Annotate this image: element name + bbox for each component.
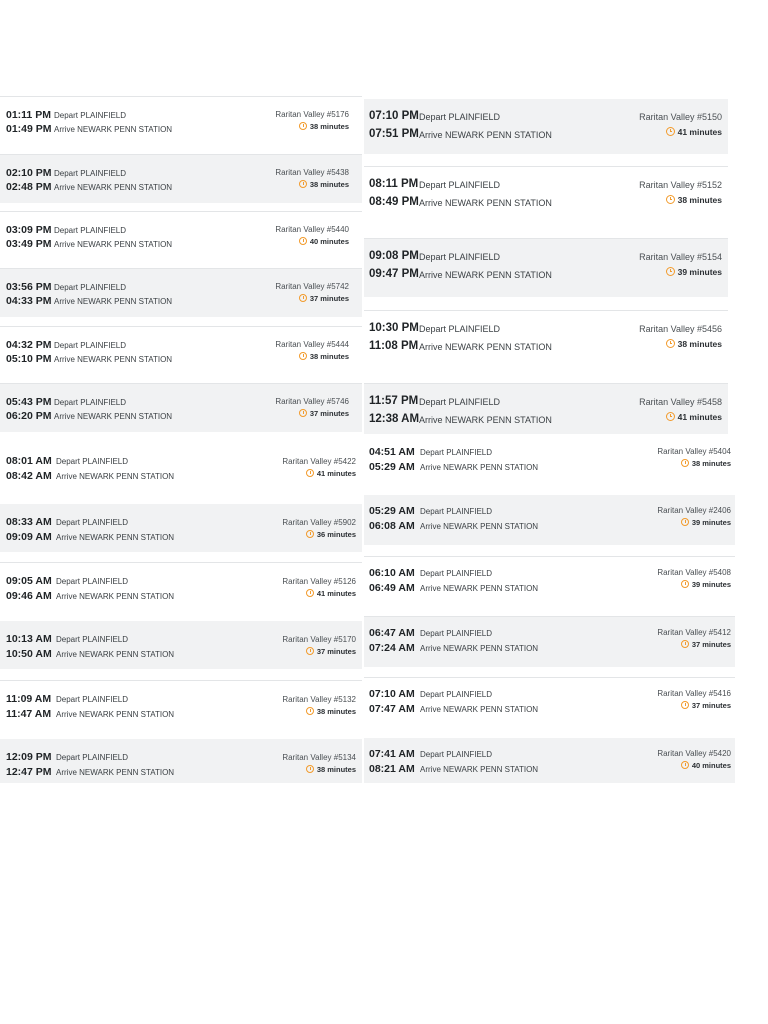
trip-row[interactable] — [0, 504, 362, 552]
train-number: Raritan Valley #5456 — [639, 324, 722, 334]
trip-duration — [299, 237, 349, 246]
clock-icon — [306, 765, 314, 773]
duration-value: 38 minutes — [316, 765, 356, 774]
trip-row[interactable] — [364, 616, 735, 667]
depart-time: 04:32 PM — [6, 339, 52, 351]
arrive-station-label: Arrive NEWARK PENN STATION — [420, 644, 539, 653]
trip-row[interactable] — [0, 443, 362, 493]
arrive-time: 12:38 AM — [369, 413, 420, 425]
train-number: Raritan Valley #5126 — [282, 577, 356, 586]
arrive-station-label: Arrive NEWARK PENN STATION — [56, 472, 175, 481]
arrive-station-label: Arrive NEWARK PENN STATION — [54, 355, 173, 364]
depart-station-label: Depart PLAINFIELD — [420, 629, 493, 638]
clock-icon — [306, 469, 314, 477]
arrive-station-label: Arrive NEWARK PENN STATION — [420, 522, 539, 531]
arrive-station-label: Arrive NEWARK PENN STATION — [56, 710, 175, 719]
trip-row[interactable] — [364, 677, 735, 728]
depart-time: 10:13 AM — [6, 633, 52, 645]
train-number: Raritan Valley #5444 — [275, 340, 349, 349]
schedule-block — [0, 96, 362, 432]
depart-station-label: Depart PLAINFIELD — [56, 695, 129, 704]
trip-row[interactable] — [0, 268, 362, 317]
trip-row[interactable] — [364, 238, 728, 297]
arrive-time: 10:50 AM — [6, 648, 52, 660]
depart-time: 04:51 AM — [369, 446, 415, 458]
clock-icon — [681, 701, 689, 709]
train-number: Raritan Valley #5422 — [282, 457, 356, 466]
trip-duration — [666, 195, 722, 205]
arrive-time: 08:49 PM — [369, 196, 419, 208]
depart-station-label: Depart PLAINFIELD — [420, 507, 493, 516]
arrive-station-label: Arrive NEWARK PENN STATION — [54, 412, 173, 421]
clock-icon — [299, 237, 307, 245]
duration-value: 41 minutes — [677, 412, 722, 422]
depart-station-label: Depart PLAINFIELD — [420, 448, 493, 457]
trip-row[interactable] — [0, 680, 362, 729]
depart-time: 08:11 PM — [369, 178, 419, 190]
duration-value: 40 minutes — [691, 761, 731, 770]
arrive-time: 07:24 AM — [369, 642, 415, 654]
arrive-station-label: Arrive NEWARK PENN STATION — [56, 533, 175, 542]
train-number: Raritan Valley #5438 — [275, 168, 349, 177]
arrive-station-label: Arrive NEWARK PENN STATION — [56, 592, 175, 601]
clock-icon — [666, 412, 675, 421]
trip-duration — [666, 127, 722, 137]
arrive-time: 09:47 PM — [369, 268, 419, 280]
trip-duration — [299, 122, 349, 131]
arrive-time: 11:47 AM — [6, 708, 52, 720]
trip-duration — [681, 640, 731, 649]
duration-value: 36 minutes — [316, 530, 356, 539]
train-number: Raritan Valley #2406 — [657, 506, 731, 515]
arrive-station-label: Arrive NEWARK PENN STATION — [419, 270, 552, 280]
arrive-time: 08:21 AM — [369, 763, 415, 775]
trip-row[interactable] — [0, 562, 362, 611]
depart-time: 05:43 PM — [6, 396, 52, 408]
trip-row[interactable] — [364, 383, 728, 434]
train-number: Raritan Valley #5440 — [275, 225, 349, 234]
depart-time: 08:33 AM — [6, 516, 52, 528]
trip-duration — [666, 267, 722, 277]
depart-station-label: Depart PLAINFIELD — [54, 398, 127, 407]
trip-duration — [666, 339, 722, 349]
train-number: Raritan Valley #5746 — [275, 397, 349, 406]
clock-icon — [666, 267, 675, 276]
train-number: Raritan Valley #5420 — [657, 749, 731, 758]
arrive-station-label: Arrive NEWARK PENN STATION — [56, 768, 175, 777]
arrive-time: 08:42 AM — [6, 470, 52, 482]
arrive-time: 11:08 PM — [369, 340, 419, 352]
trip-duration — [306, 530, 356, 539]
trip-row[interactable] — [0, 739, 362, 783]
train-number: Raritan Valley #5152 — [639, 180, 722, 190]
depart-station-label: Depart PLAINFIELD — [56, 457, 129, 466]
clock-icon — [299, 352, 307, 360]
clock-icon — [299, 180, 307, 188]
duration-value: 38 minutes — [677, 195, 722, 205]
depart-station-label: Depart PLAINFIELD — [419, 112, 501, 122]
depart-time: 07:10 AM — [369, 688, 415, 700]
trip-duration — [681, 580, 731, 589]
train-number: Raritan Valley #5404 — [657, 447, 731, 456]
depart-time: 09:08 PM — [369, 250, 419, 262]
depart-time: 03:09 PM — [6, 224, 52, 236]
depart-time: 06:47 AM — [369, 627, 415, 639]
arrive-station-label: Arrive NEWARK PENN STATION — [420, 765, 539, 774]
depart-time: 10:30 PM — [369, 322, 419, 334]
trip-row[interactable] — [0, 211, 362, 260]
duration-value: 38 minutes — [309, 352, 349, 361]
train-number: Raritan Valley #5150 — [639, 112, 722, 122]
depart-station-label: Depart PLAINFIELD — [54, 226, 127, 235]
trip-row[interactable] — [0, 326, 362, 375]
depart-time: 01:11 PM — [6, 109, 51, 121]
duration-value: 39 minutes — [691, 518, 731, 527]
depart-time: 03:56 PM — [6, 281, 52, 293]
depart-station-label: Depart PLAINFIELD — [419, 252, 501, 262]
arrive-station-label: Arrive NEWARK PENN STATION — [56, 650, 175, 659]
duration-value: 37 minutes — [691, 701, 731, 710]
clock-icon — [681, 640, 689, 648]
duration-value: 37 minutes — [309, 409, 349, 418]
depart-station-label: Depart PLAINFIELD — [56, 753, 129, 762]
arrive-station-label: Arrive NEWARK PENN STATION — [420, 463, 539, 472]
trip-duration — [306, 589, 356, 598]
clock-icon — [299, 122, 307, 130]
trip-duration — [299, 180, 349, 189]
duration-value: 39 minutes — [677, 267, 722, 277]
arrive-station-label: Arrive NEWARK PENN STATION — [54, 297, 173, 306]
arrive-station-label: Arrive NEWARK PENN STATION — [54, 240, 173, 249]
depart-time: 05:29 AM — [369, 505, 415, 517]
arrive-time: 09:09 AM — [6, 531, 52, 543]
clock-icon — [306, 647, 314, 655]
schedule-block — [364, 96, 728, 432]
duration-value: 38 minutes — [677, 339, 722, 349]
depart-time: 11:09 AM — [6, 693, 52, 705]
depart-time: 02:10 PM — [6, 167, 52, 179]
train-number: Raritan Valley #5902 — [282, 518, 356, 527]
depart-station-label: Depart PLAINFIELD — [420, 750, 493, 759]
arrive-time: 07:51 PM — [369, 128, 419, 140]
depart-station-label: Depart PLAINFIELD — [54, 111, 127, 120]
trip-duration — [299, 409, 349, 418]
arrive-station-label: Arrive NEWARK PENN STATION — [419, 415, 552, 425]
depart-station-label: Depart PLAINFIELD — [54, 169, 127, 178]
clock-icon — [681, 459, 689, 467]
arrive-time: 07:47 AM — [369, 703, 415, 715]
train-number: Raritan Valley #5176 — [275, 110, 349, 119]
arrive-station-label: Arrive NEWARK PENN STATION — [54, 125, 173, 134]
duration-value: 37 minutes — [316, 647, 356, 656]
clock-icon — [681, 761, 689, 769]
depart-station-label: Depart PLAINFIELD — [56, 518, 129, 527]
clock-icon — [306, 530, 314, 538]
arrive-time: 01:49 PM — [6, 123, 52, 135]
arrive-time: 04:33 PM — [6, 295, 52, 307]
arrive-time: 06:08 AM — [369, 520, 415, 532]
clock-icon — [666, 195, 675, 204]
depart-station-label: Depart PLAINFIELD — [420, 690, 493, 699]
depart-time: 11:57 PM — [369, 395, 419, 407]
clock-icon — [306, 589, 314, 597]
duration-value: 38 minutes — [691, 459, 731, 468]
arrive-time: 03:49 PM — [6, 238, 52, 250]
schedule-block — [0, 443, 362, 783]
trip-duration — [306, 647, 356, 656]
trip-row[interactable] — [0, 383, 362, 432]
trip-row[interactable] — [364, 310, 728, 369]
clock-icon — [299, 294, 307, 302]
train-number: Raritan Valley #5742 — [275, 282, 349, 291]
duration-value: 38 minutes — [316, 707, 356, 716]
trip-row[interactable] — [364, 738, 735, 783]
arrive-time: 06:20 PM — [6, 410, 52, 422]
depart-station-label: Depart PLAINFIELD — [56, 577, 129, 586]
train-number: Raritan Valley #5458 — [639, 397, 722, 407]
arrive-time: 12:47 PM — [6, 766, 52, 778]
trip-duration — [681, 518, 731, 527]
arrive-station-label: Arrive NEWARK PENN STATION — [419, 198, 552, 208]
duration-value: 39 minutes — [691, 580, 731, 589]
depart-station-label: Depart PLAINFIELD — [419, 324, 501, 334]
duration-value: 41 minutes — [677, 127, 722, 137]
arrive-station-label: Arrive NEWARK PENN STATION — [420, 705, 539, 714]
clock-icon — [666, 339, 675, 348]
duration-value: 40 minutes — [309, 237, 349, 246]
trip-row[interactable] — [0, 621, 362, 669]
trip-row[interactable] — [0, 96, 362, 145]
arrive-time: 09:46 AM — [6, 590, 52, 602]
schedule-block — [364, 436, 735, 783]
trip-row[interactable] — [364, 99, 728, 154]
trip-duration — [666, 412, 722, 422]
depart-station-label: Depart PLAINFIELD — [420, 569, 493, 578]
train-number: Raritan Valley #5170 — [282, 635, 356, 644]
trip-duration — [306, 707, 356, 716]
depart-time: 08:01 AM — [6, 455, 52, 467]
trip-duration — [299, 294, 349, 303]
arrive-station-label: Arrive NEWARK PENN STATION — [419, 342, 552, 352]
train-number: Raritan Valley #5154 — [639, 252, 722, 262]
train-number: Raritan Valley #5134 — [282, 753, 356, 762]
train-number: Raritan Valley #5416 — [657, 689, 731, 698]
depart-time: 07:41 AM — [369, 748, 415, 760]
trip-row[interactable] — [364, 166, 728, 225]
arrive-station-label: Arrive NEWARK PENN STATION — [419, 130, 552, 140]
arrive-time: 06:49 AM — [369, 582, 415, 594]
arrive-station-label: Arrive NEWARK PENN STATION — [54, 183, 173, 192]
clock-icon — [666, 127, 675, 136]
depart-station-label: Depart PLAINFIELD — [419, 397, 501, 407]
train-number: Raritan Valley #5408 — [657, 568, 731, 577]
trip-duration — [681, 701, 731, 710]
trip-duration — [306, 765, 356, 774]
depart-station-label: Depart PLAINFIELD — [54, 283, 127, 292]
depart-time: 09:05 AM — [6, 575, 52, 587]
duration-value: 41 minutes — [316, 589, 356, 598]
clock-icon — [306, 707, 314, 715]
depart-station-label: Depart PLAINFIELD — [56, 635, 129, 644]
trip-duration — [299, 352, 349, 361]
train-number: Raritan Valley #5132 — [282, 695, 356, 704]
duration-value: 38 minutes — [309, 180, 349, 189]
arrive-time: 02:48 PM — [6, 181, 52, 193]
duration-value: 37 minutes — [691, 640, 731, 649]
trip-duration — [681, 761, 731, 770]
depart-time: 06:10 AM — [369, 567, 415, 579]
arrive-time: 05:29 AM — [369, 461, 415, 473]
depart-station-label: Depart PLAINFIELD — [419, 180, 501, 190]
clock-icon — [681, 580, 689, 588]
trip-duration — [681, 459, 731, 468]
arrive-station-label: Arrive NEWARK PENN STATION — [420, 584, 539, 593]
arrive-time: 05:10 PM — [6, 353, 52, 365]
trip-duration — [306, 469, 356, 478]
duration-value: 37 minutes — [309, 294, 349, 303]
clock-icon — [299, 409, 307, 417]
depart-time: 07:10 PM — [369, 110, 419, 122]
trip-row[interactable] — [0, 154, 362, 203]
trip-row[interactable] — [364, 495, 735, 545]
trip-row[interactable] — [364, 556, 735, 607]
depart-station-label: Depart PLAINFIELD — [54, 341, 127, 350]
train-number: Raritan Valley #5412 — [657, 628, 731, 637]
duration-value: 41 minutes — [316, 469, 356, 478]
duration-value: 38 minutes — [309, 122, 349, 131]
trip-row[interactable] — [364, 436, 735, 484]
depart-time: 12:09 PM — [6, 751, 52, 763]
clock-icon — [681, 518, 689, 526]
